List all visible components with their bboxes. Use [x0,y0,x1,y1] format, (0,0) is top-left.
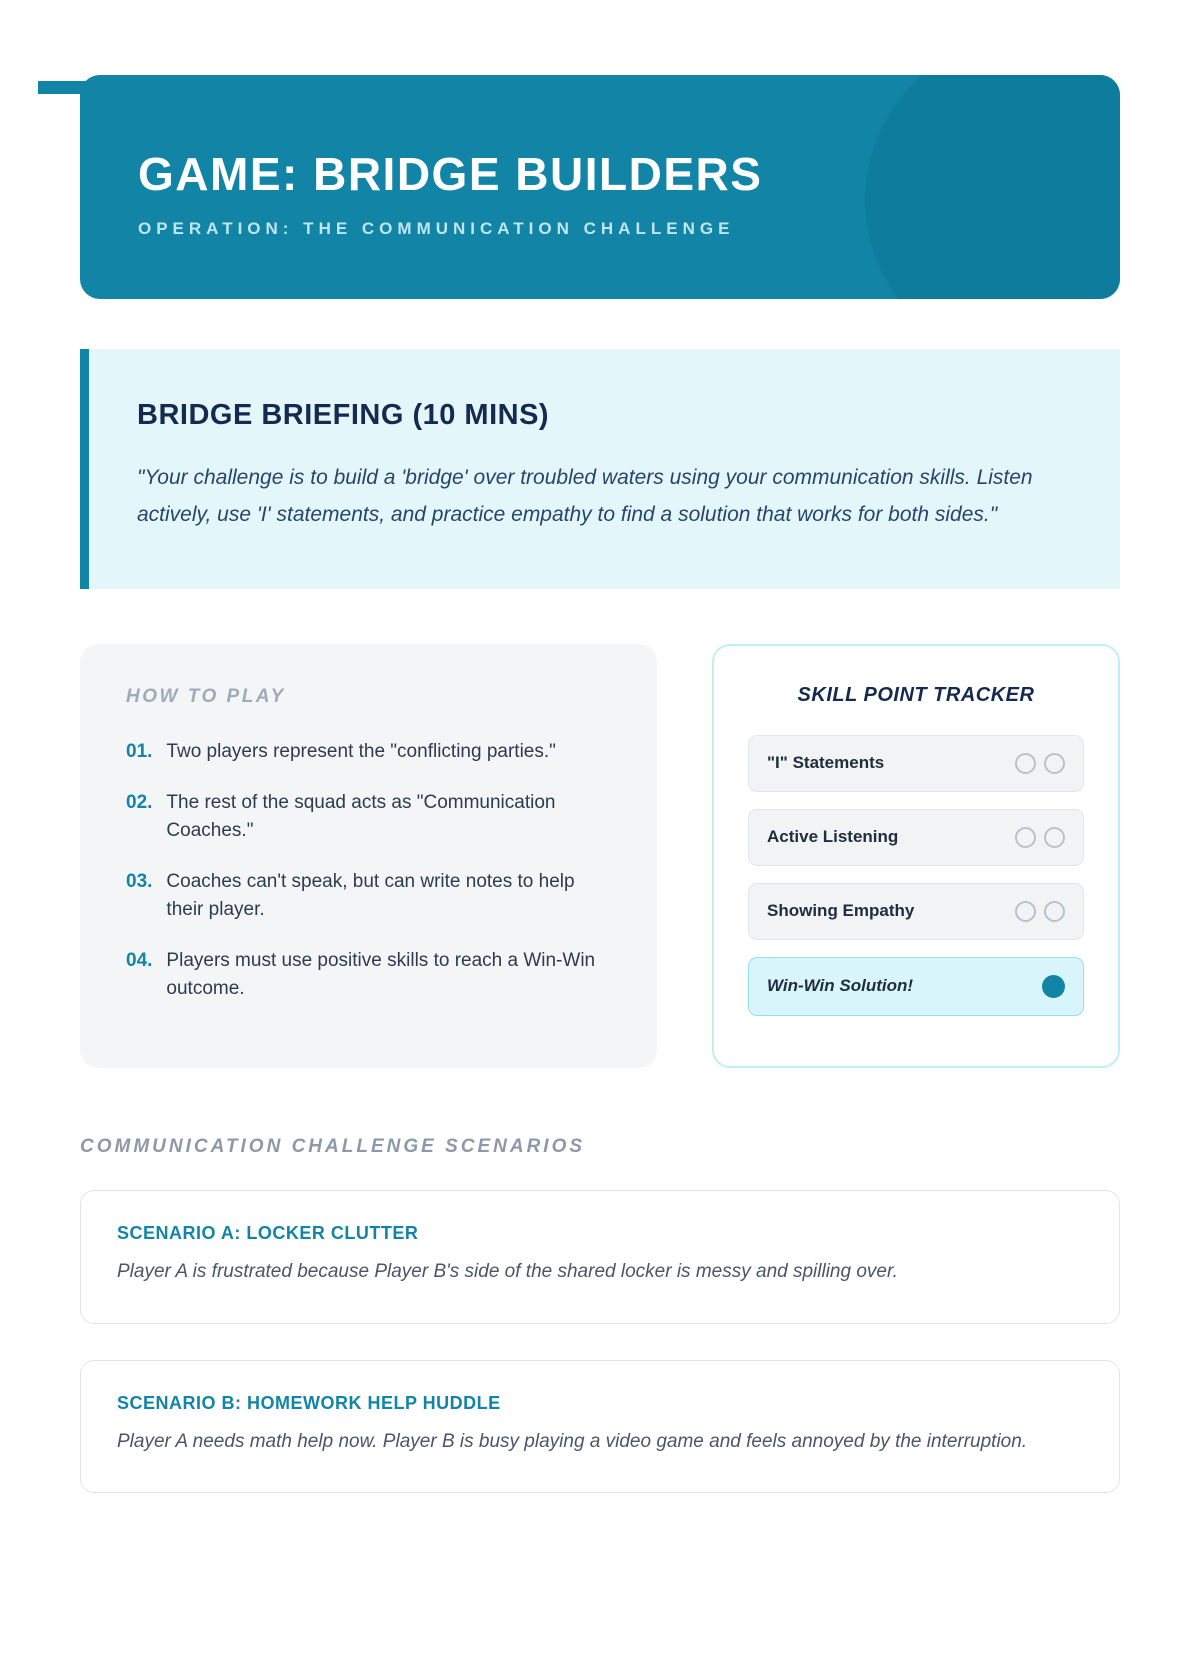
step-text: Two players represent the "conflicting parties." [166,740,556,762]
tracker-row-label: Win-Win Solution! [767,976,914,995]
step-text: The rest of the squad acts as "Communication Coaches." [166,792,556,841]
skill-point-circles [1015,753,1065,774]
skill-point-tracker-card [712,644,1120,1069]
step-number: 01. [126,740,153,762]
tracker-row-label: Active Listening [767,827,899,846]
tracker-row-win-win [748,957,1084,1016]
how-to-play-step [126,738,611,766]
tracker-row-showing-empathy [748,883,1084,940]
scenario-card-a [80,1190,1120,1324]
step-number: 02. [126,792,153,814]
tracker-row-label: Showing Empathy [767,901,915,920]
how-to-play-title: HOW TO PLAY [126,685,286,707]
tracker-row-i-statements [748,735,1084,792]
scenario-a-title: SCENARIO A: LOCKER CLUTTER [117,1223,419,1244]
skill-point-circle-filled [1042,975,1065,998]
briefing-section [80,349,1120,589]
scenario-a-text: Player A is frustrated because Player B's side of the shared locker is messy and spilling over. [117,1261,898,1283]
scenario-card-b [80,1360,1120,1494]
two-column-area [80,644,1120,1069]
tracker-title: SKILL POINT TRACKER [797,683,1035,706]
page-subtitle: OPERATION: THE COMMUNICATION CHALLENGE [138,219,735,238]
skill-point-circle-empty [1015,827,1036,848]
step-number: 03. [126,871,153,893]
skill-point-circles [1042,975,1065,998]
skill-point-circle-empty [1044,753,1065,774]
skill-point-circle-empty [1015,901,1036,922]
header-banner [80,75,1120,299]
briefing-title: BRIDGE BRIEFING (10 MINS) [137,399,550,431]
skill-point-circles [1015,827,1065,848]
scenarios-heading: COMMUNICATION CHALLENGE SCENARIOS [80,1136,586,1158]
how-to-play-step [126,868,611,923]
how-to-play-steps [126,738,611,1003]
how-to-play-step [126,789,611,844]
step-number: 04. [126,950,153,972]
scenario-b-title: SCENARIO B: HOMEWORK HELP HUDDLE [117,1392,501,1413]
step-text: Players must use positive skills to reach a Win-Win outcome. [166,950,596,999]
skill-point-circle-empty [1044,901,1065,922]
page-title: GAME: BRIDGE BUILDERS [138,148,763,200]
skill-point-circle-empty [1015,753,1036,774]
how-to-play-card [80,644,657,1069]
tracker-row-label: "I" Statements [767,753,885,772]
briefing-text: "Your challenge is to build a 'bridge' over troubled waters using your communication skills. Listen actively, use 'I' statements, and practice empathy to find a solution that works for both sides." [137,466,1033,526]
tracker-row-active-listening [748,809,1084,866]
skill-point-circles [1015,901,1065,922]
how-to-play-step [126,947,611,1002]
skill-point-circle-empty [1044,827,1065,848]
scenario-b-text: Player A needs math help now. Player B is busy playing a video game and feels annoyed by the interruption. [117,1430,1028,1452]
step-text: Coaches can't speak, but can write notes to help their player. [166,871,575,920]
